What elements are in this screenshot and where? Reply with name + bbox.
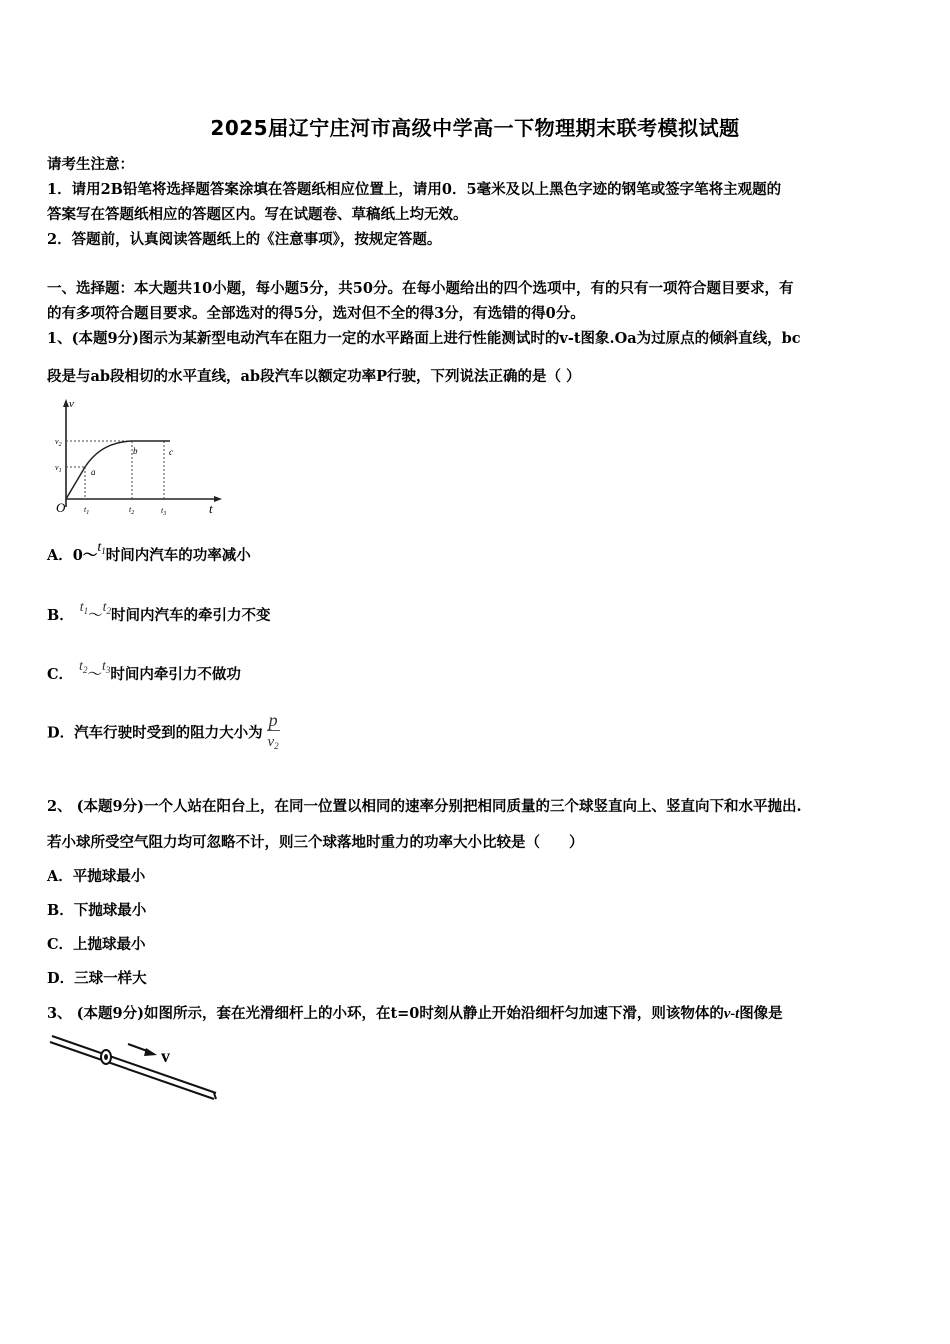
origin-label: O xyxy=(56,500,66,515)
question-3-stem-line-1: 3、 (本题9分)如图所示，套在光滑细杆上的小环，在t=0时刻从静止开始沿细杆匀加速下滑，则该物体的v-t图像是 xyxy=(47,1005,783,1022)
q2-option-d[interactable]: D．三球一样大 xyxy=(47,970,147,987)
v1-label: $v_1$ xyxy=(55,463,62,474)
rod-ring-figure xyxy=(48,1030,223,1102)
v2-label: $v_2$ xyxy=(55,437,62,448)
notice-heading: 请考生注意： xyxy=(47,156,134,173)
question-2-stem-line-2: 若小球所受空气阻力均可忽略不计，则三个球落地时重力的功率大小比较是（ ） xyxy=(47,834,584,851)
section-instructions-line-1: 一、选择题：本大题共10小题，每小题5分，共50分。在每小题给出的四个选项中，有的只有一项符合题目要求，有 xyxy=(47,280,794,297)
ring-center xyxy=(104,1054,108,1060)
t2-label: $t_2$ xyxy=(129,505,135,516)
question-1-stem-line-2: 段是与ab段相切的水平直线，ab段汽车以额定功率P行驶，下列说法正确的是（ ） xyxy=(47,368,581,385)
notice-line-2: 答案写在答题纸相应的答题区内。写在试题卷、草稿纸上均无效。 xyxy=(47,206,468,223)
t3-label: $t_3$ xyxy=(161,506,167,517)
q1-option-b[interactable]: B． $t_1\sim t_2$时间内汽车的牵引力不变 xyxy=(47,600,271,624)
notice-line-3: 2．答题前，认真阅读答题纸上的《注意事项》，按规定答题。 xyxy=(47,231,442,248)
q2-option-c[interactable]: C．上抛球最小 xyxy=(47,936,146,953)
point-b-label: b xyxy=(133,446,138,456)
t-axis-arrow xyxy=(214,496,222,502)
question-2-stem-line-1: 2、 (本题9分)一个人站在阳台上，在同一位置以相同的速率分别把相同质量的三个球竖直向上、竖直向下和水平抛出. xyxy=(47,798,802,815)
velocity-arrow-head xyxy=(144,1048,157,1056)
velocity-label: v xyxy=(161,1046,170,1066)
point-a-label: a xyxy=(91,467,96,477)
rod-line-lower xyxy=(50,1042,214,1099)
vt-graph-figure xyxy=(52,395,227,520)
velocity-curve xyxy=(66,441,132,499)
t1-label: $t_1$ xyxy=(84,505,90,516)
fraction-p-over-v2: $\frac{p}{v_2}$ xyxy=(267,710,279,751)
page-title: 2025届辽宁庄河市高级中学高一下物理期末联考模拟试题 xyxy=(210,116,740,140)
notice-line-1: 1．请用2B铅笔将选择题答案涂填在答题纸相应位置上，请用0．5毫米及以上黑色字迹的钢笔或签字笔将主观题的 xyxy=(47,181,782,198)
q2-option-b[interactable]: B．下抛球最小 xyxy=(47,902,147,919)
rod-line-upper xyxy=(52,1036,216,1093)
q1-option-d[interactable]: D．汽车行驶时受到的阻力大小为 $\frac{p}{v_2}$ xyxy=(47,710,280,757)
section-instructions-line-2: 的有多项符合题目要求。全部选对的得5分，选对但不全的得3分，有选错的得0分。 xyxy=(47,305,585,322)
q2-option-a[interactable]: A．平抛球最小 xyxy=(47,868,146,885)
axis-v-label: v xyxy=(69,398,74,410)
point-c-label: c xyxy=(169,447,173,457)
axis-t-label: t xyxy=(209,501,213,516)
q1-option-c[interactable]: C． $t_2\sim t_3$时间内牵引力不做功 xyxy=(47,659,241,683)
question-1-stem-line-1: 1、(本题9分)图示为某新型电动汽车在阻力一定的水平路面上进行性能测试时的v-t图象.Oa为过原点的倾斜直线，bc xyxy=(47,330,801,347)
q1-option-a[interactable]: A．$0\sim t_1$时间内汽车的功率减小 xyxy=(47,540,251,564)
